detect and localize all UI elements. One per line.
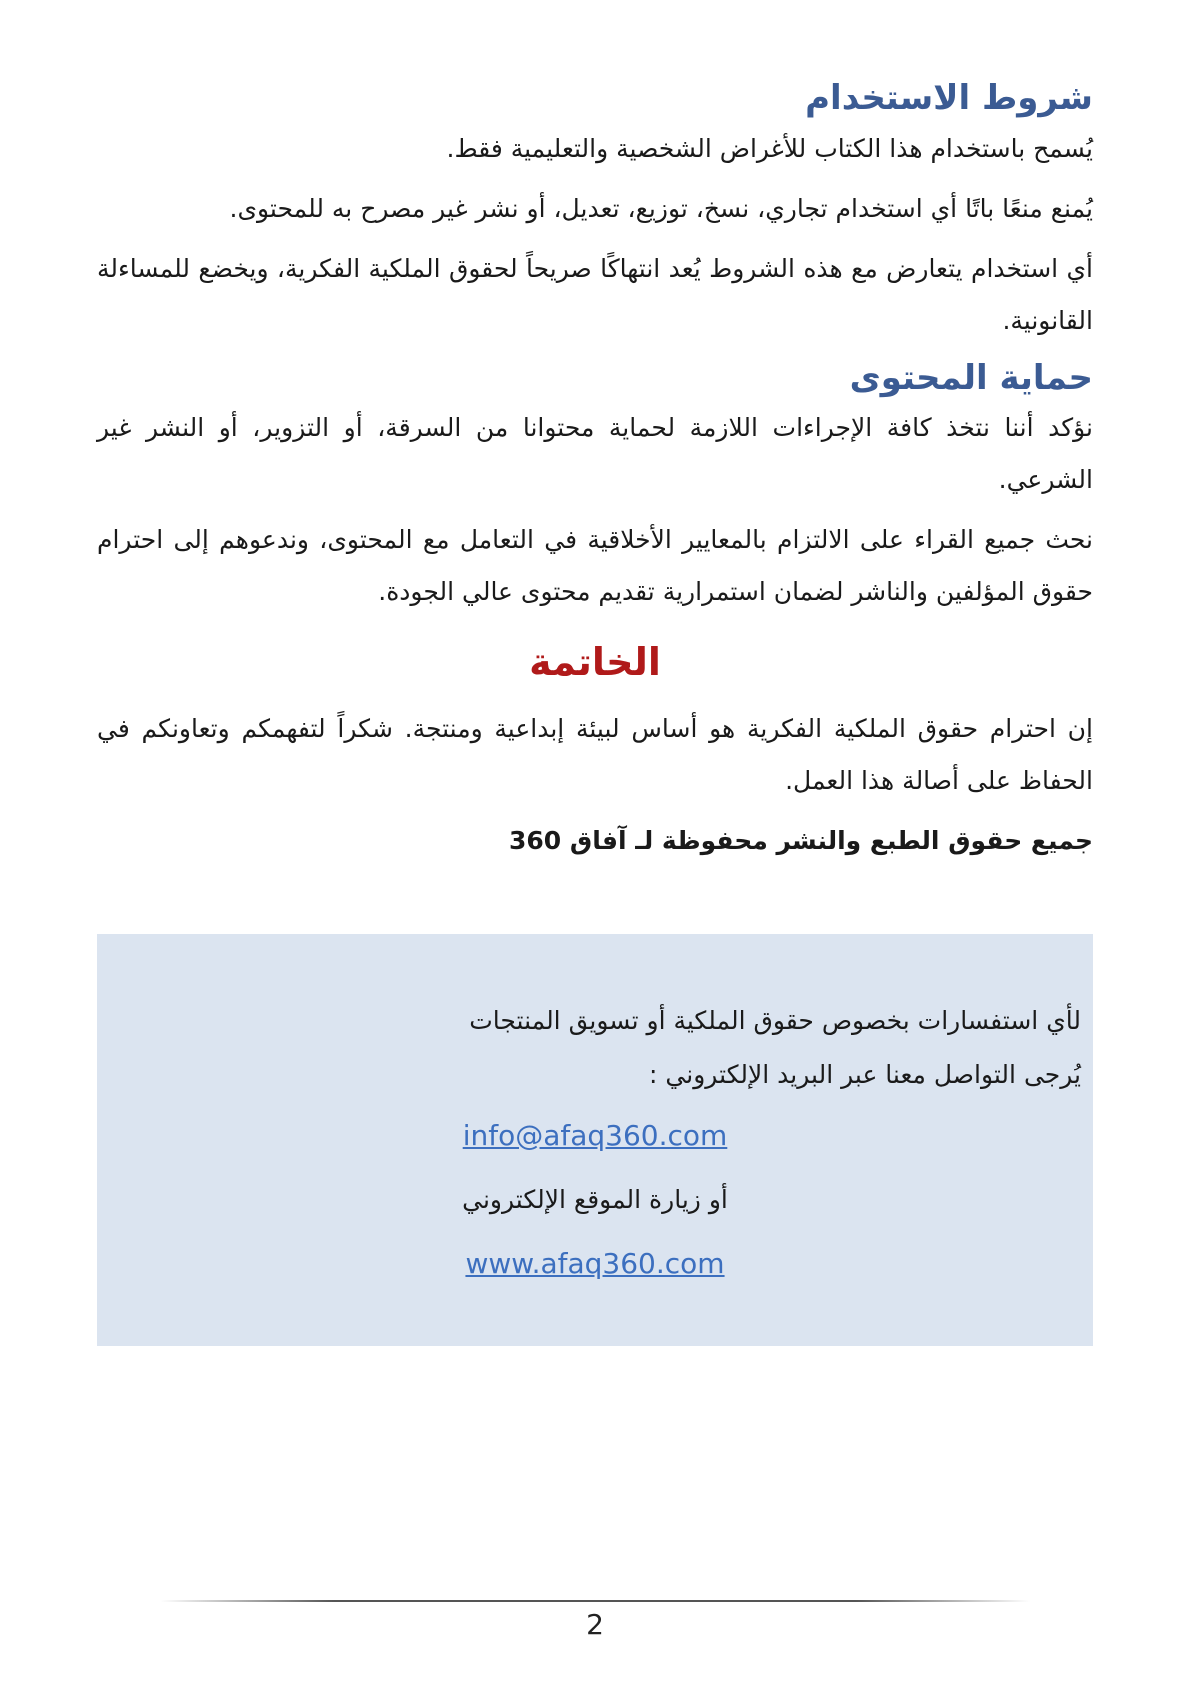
contact-instruction: يُرجى التواصل معنا عبر البريد الإلكتروني : (649, 1060, 1081, 1089)
contact-text (105, 994, 1081, 1102)
email-link[interactable]: info@afaq360.com (462, 1119, 728, 1152)
protection-paragraph-2: نحث جميع القراء على الالتزام بالمعايير الأخلاقية في التعامل مع المحتوى، وندعوهم إلى احترام حقوق المؤلفين والناشر لضمان استمرارية تقديم محتوى عالي الجودة. (97, 525, 1093, 607)
main-content (97, 75, 1093, 867)
terms-paragraph-3: أي استخدام يتعارض مع هذه الشروط يُعد انتهاكًا صريحاً لحقوق الملكية الفكرية، ويخضع للمساءلة القانونية. (97, 253, 1093, 335)
conclusion-paragraph: إن احترام حقوق الملكية الفكرية هو أساس لبيئة إبداعية ومنتجة. شكراً لتفهمكم وتعاونكم في الحفاظ على أصالة هذا العمل. (97, 713, 1093, 795)
contact-intro: لأي استفسارات بخصوص حقوق الملكية أو تسويق المنتجات (469, 1006, 1081, 1035)
contact-links (97, 1104, 1093, 1296)
terms-paragraph-2: يُمنع منعًا باتًا أي استخدام تجاري، نسخ، توزيع، تعديل، أو نشر غير مصرح به للمحتوى. (229, 193, 1093, 223)
protection-heading: حماية المحتوى (849, 357, 1093, 398)
conclusion-heading: الخاتمة (529, 640, 661, 685)
page-number: 2 (586, 1608, 604, 1641)
terms-paragraph-1: يُسمح باستخدام هذا الكتاب للأغراض الشخصية والتعليمية فقط. (446, 133, 1093, 163)
visit-website-text: أو زيارة الموقع الإلكتروني (462, 1185, 728, 1214)
copyright-notice: جميع حقوق الطبع والنشر محفوظة لـ آفاق 360 (509, 825, 1093, 855)
terms-heading: شروط الاستخدام (805, 78, 1093, 118)
contact-box (97, 934, 1093, 1346)
website-link[interactable]: www.afaq360.com (465, 1247, 725, 1280)
protection-paragraph-1: نؤكد أننا نتخذ كافة الإجراءات اللازمة لحماية محتوانا من السرقة، أو التزوير، أو النشر غير الشرعي. (97, 413, 1093, 495)
footer-divider (160, 1600, 1030, 1602)
